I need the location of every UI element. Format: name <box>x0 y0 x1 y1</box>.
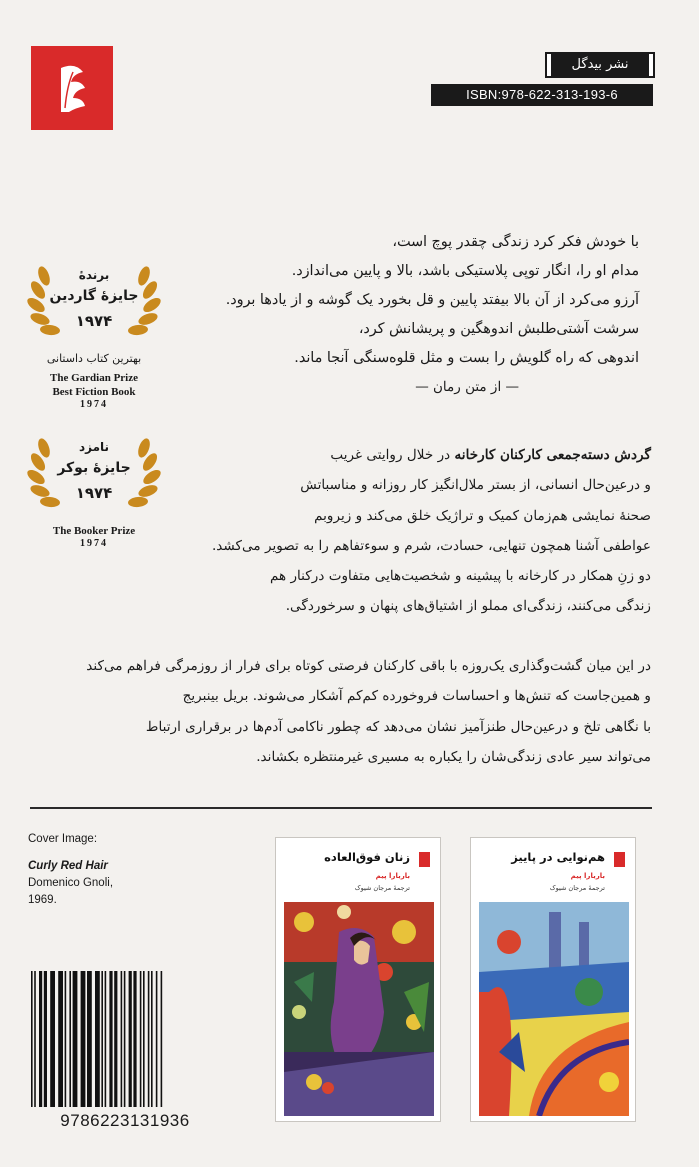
barcode-bar <box>161 971 163 1107</box>
barcode-bar <box>151 971 153 1107</box>
description-line: دو زنِ همکار در کارخانه با پیشینه و شخصیت‌هایی متفاوت درکنار هم <box>269 568 651 585</box>
related-book <box>275 837 441 1122</box>
barcode-bar <box>81 971 86 1107</box>
novel-quote <box>199 228 639 402</box>
barcode-bar <box>133 971 136 1107</box>
barcode-bar <box>156 971 158 1107</box>
related-book-cover-art <box>284 902 434 1116</box>
publisher-mark-icon <box>419 852 430 867</box>
award-year-fa: ۱۹۷۴ <box>75 484 113 502</box>
barcode-bar <box>148 971 150 1107</box>
related-book-title: زنان فوق‌العاده <box>324 850 410 864</box>
description-line: در این میان گشت‌وگذاری یک‌روزه با باقی کارکنان فرصتی کوتاه برای فرار از روزمرگی فراهم می‌کند <box>86 658 651 674</box>
related-book-title: هم‌نوایی در پاییز <box>511 850 605 864</box>
barcode-number: 9786223131936 <box>60 1111 190 1130</box>
award-prize-en: The Gardian Prize <box>50 372 138 384</box>
barcode-bar <box>114 971 117 1107</box>
book-title: گردش دسته‌جمعی کارکنان کارخانه <box>454 447 651 463</box>
barcode-bar <box>129 971 132 1107</box>
barcode-bar <box>34 971 36 1107</box>
quote-line: سرشت آشتی‌طلبش اندوهگین و پریشانش کرد، <box>358 321 639 337</box>
related-book-cover-art <box>479 902 629 1116</box>
cover-artist: Domenico Gnoli, <box>28 877 114 889</box>
barcode-bar <box>39 971 42 1107</box>
publisher-name: نشر بیدگل <box>547 54 653 76</box>
barcode-bar <box>58 971 63 1107</box>
related-book <box>470 837 636 1122</box>
feather-logo-icon <box>31 46 113 130</box>
award-category-en: Best Fiction Book <box>52 386 136 398</box>
award-booker <box>14 430 174 549</box>
book-description <box>201 440 651 622</box>
award-gardian <box>14 258 174 410</box>
barcode-bar <box>50 971 55 1107</box>
award-name-fa: جایزهٔ بوکر <box>57 460 131 476</box>
quote-line: اندوهی که راه گلویش را بست و مثل قلوه‌سنگی آنجا ماند. <box>294 350 639 366</box>
award-year: 1974 <box>80 538 108 549</box>
quote-source: — از متن رمان — <box>415 379 519 395</box>
cover-credit-label: Cover Image: <box>28 833 98 845</box>
award-name-fa: جایزهٔ گاردین <box>49 288 139 304</box>
award-year-fa: ۱۹۷۴ <box>75 312 113 330</box>
divider <box>30 807 652 809</box>
related-book-author: باربارا پیم <box>570 872 605 880</box>
related-book-translator: ترجمهٔ مرجان شیوک <box>354 884 410 892</box>
isbn: ISBN:978-622-313-193-6 <box>431 84 653 106</box>
barcode-bar <box>140 971 142 1107</box>
barcode-bar <box>124 971 126 1107</box>
description-line: و همین‌جاست که تنش‌ها و احساسات فروخورده کم‌کم آشکار می‌شوند. بریل بینبریج <box>182 688 651 705</box>
barcode-bar <box>31 971 33 1107</box>
description-line: با نگاهی تلخ و درعین‌حال طنزآمیز نشان می‌دهد که چطور ناکامی آدم‌ها در برقراری ارتباط <box>145 718 651 735</box>
barcode-bar <box>65 971 67 1107</box>
quote-line: مدام او را، انگار توپی پلاستیکی باشد، بالا و پایین می‌اندازد. <box>291 263 639 279</box>
isbn-barcode <box>27 971 223 1131</box>
barcode-bar <box>121 971 123 1107</box>
description-line: گردش دسته‌جمعی کارکنان کارخانه در خلال روایتی غریب <box>330 447 651 463</box>
barcode-bar <box>44 971 47 1107</box>
painting-icon <box>479 902 629 1116</box>
award-status: برندهٔ <box>78 268 110 282</box>
barcode-bar <box>143 971 145 1107</box>
award-year: 1974 <box>80 399 108 410</box>
description-line: عواطفی آشنا همچون تنهایی، حسادت، شرم و سوءتفاهم را به تصویر می‌کشد. <box>211 537 651 554</box>
publisher-logo <box>31 46 113 130</box>
barcode-bar <box>69 971 71 1107</box>
description-line: و درعین‌حال انسانی، از بستر ملال‌انگیز کار روزانه و مناسباتش <box>300 477 651 494</box>
description-line: زندگی می‌کنند، زندگی‌ای مملو از اشتیاق‌های پنهان و سرخوردگی. <box>285 598 651 615</box>
cover-year: 1969. <box>28 894 57 906</box>
award-status: نامزد <box>78 440 110 454</box>
award-category-fa: بهترین کتاب داستانی <box>46 352 142 365</box>
related-book-translator: ترجمهٔ مرجان شیوک <box>549 884 605 892</box>
quote-line: آرزو می‌کرد از آن بالا بیفتد پایین و قل بخورد یک گوشه و از یادها برود. <box>225 292 639 308</box>
barcode-bar <box>73 971 78 1107</box>
cover-artwork-title: Curly Red Hair <box>28 860 108 872</box>
cover-credit <box>28 831 228 909</box>
painting-icon <box>284 902 434 1116</box>
award-prize-en: The Booker Prize <box>52 525 136 537</box>
quote-line: با خودش فکر کرد زندگی چقدر پوچ است، <box>392 234 639 250</box>
book-description-continued <box>31 651 651 772</box>
barcode-icon <box>27 971 223 1109</box>
barcode-bar <box>105 971 107 1107</box>
publisher-mark-icon <box>614 852 625 867</box>
barcode-bar <box>87 971 92 1107</box>
description-line: می‌تواند سیر عادی زندگی‌شان را یکباره به مسیری غیرمنتظره بکشاند. <box>256 748 651 765</box>
description-line: صحنهٔ نمایشی هم‌زمان کمیک و تراژیک خلق می‌کند و زیروبم <box>314 507 651 524</box>
barcode-bar <box>95 971 100 1107</box>
related-book-author: باربارا پیم <box>375 872 410 880</box>
barcode-bar <box>109 971 112 1107</box>
barcode-bar <box>101 971 103 1107</box>
